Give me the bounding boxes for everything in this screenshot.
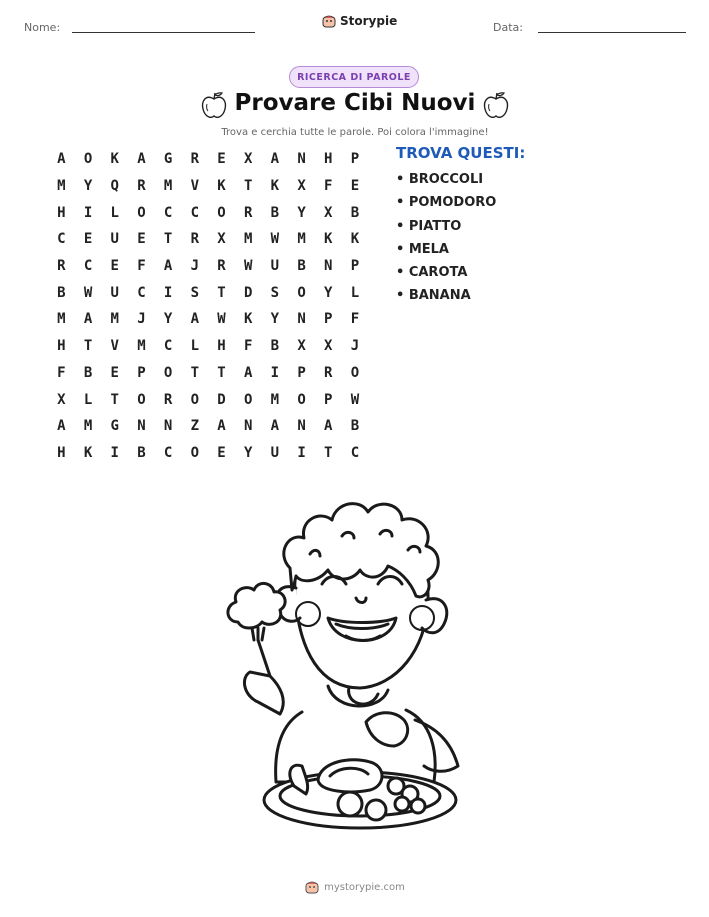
grid-cell[interactable]: Y (243, 444, 253, 461)
grid-cell[interactable]: X (243, 151, 253, 168)
grid-cell[interactable]: J (350, 338, 360, 355)
grid-cell[interactable]: M (57, 178, 66, 195)
grid-cell[interactable]: E (110, 364, 119, 381)
grid-cell[interactable]: A (163, 258, 173, 275)
grid-cell[interactable]: I (163, 284, 173, 301)
grid-cell[interactable]: R (163, 391, 173, 408)
grid-cell[interactable]: N (297, 418, 306, 435)
grid-cell[interactable]: H (324, 151, 333, 168)
grid-cell[interactable]: A (83, 311, 93, 328)
grid-cell[interactable]: B (137, 444, 146, 461)
word-list (396, 170, 496, 310)
grid-cell[interactable]: B (270, 338, 280, 355)
grid-cell[interactable]: G (110, 418, 119, 435)
grid-cell[interactable]: C (163, 338, 173, 355)
grid-cell[interactable]: S (190, 284, 199, 301)
grid-cell[interactable]: W (243, 258, 253, 275)
find-list-title: TROVA QUESTI: (396, 144, 526, 162)
boy-eating-illustration[interactable] (210, 490, 500, 835)
grid-cell[interactable]: O (83, 151, 93, 168)
grid-cell[interactable]: R (243, 204, 253, 221)
grid-cell[interactable]: K (110, 151, 119, 168)
grid-cell[interactable]: C (137, 284, 146, 301)
category-badge: RICERCA DI PAROLE (289, 66, 419, 88)
grid-cell[interactable]: T (243, 178, 253, 195)
page-title: Provare Cibi Nuovi (234, 90, 476, 116)
grid-cell[interactable]: S (270, 284, 280, 301)
grid-cell[interactable]: R (57, 258, 66, 275)
grid-cell[interactable]: P (297, 364, 306, 381)
grid-cell[interactable]: Y (324, 284, 333, 301)
grid-cell[interactable]: T (190, 364, 199, 381)
grid-cell[interactable]: Z (190, 418, 199, 435)
grid-cell[interactable]: A (57, 418, 66, 435)
grid-cell[interactable]: A (190, 311, 199, 328)
grid-cell[interactable]: B (270, 204, 280, 221)
grid-cell[interactable]: Q (110, 178, 119, 195)
grid-cell[interactable]: M (163, 178, 173, 195)
grid-cell[interactable]: H (57, 444, 66, 461)
grid-cell[interactable]: O (297, 391, 306, 408)
grid-cell[interactable]: F (243, 338, 253, 355)
grid-cell[interactable]: A (57, 151, 66, 168)
grid-cell[interactable]: N (137, 418, 146, 435)
grid-cell[interactable]: B (83, 364, 93, 381)
grid-cell[interactable]: T (324, 444, 333, 461)
grid-cell[interactable]: N (243, 418, 253, 435)
grid-cell[interactable]: H (57, 204, 66, 221)
grid-cell[interactable]: R (137, 178, 146, 195)
grid-cell[interactable]: W (83, 284, 93, 301)
grid-cell[interactable]: O (350, 364, 360, 381)
grid-cell[interactable]: F (324, 178, 333, 195)
grid-cell[interactable]: J (137, 311, 146, 328)
grid-cell[interactable]: W (350, 391, 360, 408)
word-item: • BROCCOLI (396, 172, 484, 187)
grid-cell[interactable]: X (217, 231, 226, 248)
grid-cell[interactable]: A (217, 418, 226, 435)
grid-cell[interactable]: P (137, 364, 146, 381)
apple-icon (482, 90, 510, 120)
grid-cell[interactable]: P (350, 151, 360, 168)
grid-cell[interactable]: O (243, 391, 253, 408)
storypie-logo-icon (305, 880, 319, 894)
grid-cell[interactable]: L (350, 284, 360, 301)
grid-cell[interactable]: C (190, 204, 199, 221)
grid-cell[interactable]: T (83, 338, 93, 355)
grid-cell[interactable]: L (190, 338, 199, 355)
grid-cell[interactable]: T (217, 284, 226, 301)
grid-cell[interactable]: D (243, 284, 253, 301)
grid-cell[interactable]: X (297, 178, 306, 195)
grid-cell[interactable]: A (270, 151, 280, 168)
grid-cell[interactable]: X (57, 391, 66, 408)
grid-cell[interactable]: U (110, 231, 119, 248)
grid-cell[interactable]: E (217, 444, 226, 461)
grid-cell[interactable]: T (217, 364, 226, 381)
grid-cell[interactable]: Y (270, 311, 280, 328)
word-item: • BANANA (396, 288, 471, 304)
grid-cell[interactable]: K (324, 231, 333, 248)
grid-cell[interactable]: O (137, 204, 146, 221)
grid-cell[interactable]: X (297, 338, 306, 355)
grid-cell[interactable]: J (190, 258, 199, 275)
grid-cell[interactable]: M (83, 418, 93, 435)
grid-cell[interactable]: K (217, 178, 226, 195)
grid-cell[interactable]: Y (163, 311, 173, 328)
grid-cell[interactable]: O (137, 391, 146, 408)
grid-cell[interactable]: A (137, 151, 146, 168)
grid-cell[interactable]: F (137, 258, 146, 275)
grid-cell[interactable]: I (110, 444, 119, 461)
grid-cell[interactable]: N (297, 151, 306, 168)
grid-cell[interactable]: M (137, 338, 146, 355)
grid-cell[interactable]: O (190, 391, 199, 408)
grid-cell[interactable]: R (217, 258, 226, 275)
grid-cell[interactable]: C (350, 444, 360, 461)
grid-cell[interactable]: M (110, 311, 119, 328)
grid-cell[interactable]: K (350, 231, 360, 248)
grid-cell[interactable]: B (57, 284, 66, 301)
grid-cell[interactable]: D (217, 391, 226, 408)
grid-cell[interactable]: B (350, 418, 360, 435)
footer-url[interactable]: mystorypie.com (324, 881, 405, 893)
word-item: • PIATTO (396, 218, 462, 234)
grid-cell[interactable]: C (57, 231, 66, 248)
grid-cell[interactable]: B (297, 258, 306, 275)
grid-cell[interactable]: F (350, 311, 360, 328)
grid-cell[interactable]: E (110, 258, 119, 275)
grid-cell[interactable]: Y (83, 178, 93, 195)
grid-cell[interactable]: A (270, 418, 280, 435)
grid-cell[interactable]: T (163, 231, 173, 248)
grid-cell[interactable]: U (270, 444, 280, 461)
grid-cell[interactable]: X (324, 338, 333, 355)
grid-cell[interactable]: U (270, 258, 280, 275)
grid-cell[interactable]: A (243, 364, 253, 381)
grid-cell[interactable]: U (110, 284, 119, 301)
grid-cell[interactable]: E (83, 231, 93, 248)
brand-name: Storypie (340, 14, 398, 28)
word-search-grid[interactable] (48, 146, 368, 466)
grid-cell[interactable]: T (110, 391, 119, 408)
instructions: Trova e cerchia tutte le parole. Poi colora l'immagine! (221, 127, 489, 138)
grid-cell[interactable]: M (270, 391, 280, 408)
grid-cell[interactable]: H (57, 338, 66, 355)
grid-cell[interactable]: K (83, 444, 93, 461)
grid-cell[interactable]: F (57, 364, 66, 381)
grid-cell[interactable]: N (163, 418, 173, 435)
grid-cell[interactable]: C (83, 258, 93, 275)
grid-cell[interactable]: M (297, 231, 306, 248)
grid-cell[interactable]: O (163, 364, 173, 381)
grid-cell[interactable]: R (190, 151, 199, 168)
grid-cell[interactable]: W (217, 311, 226, 328)
grid-cell[interactable]: V (190, 178, 199, 195)
grid-cell[interactable]: N (324, 258, 333, 275)
grid-cell[interactable]: O (217, 204, 226, 221)
word-item: • POMODORO (396, 195, 497, 211)
grid-cell[interactable]: N (297, 311, 306, 328)
grid-cell[interactable]: Y (297, 204, 306, 221)
word-item: • MELA (396, 241, 449, 257)
grid-cell[interactable]: P (350, 258, 360, 275)
grid-cell[interactable]: K (270, 178, 280, 195)
grid-cell[interactable]: C (163, 444, 173, 461)
date-label: Data: (493, 21, 523, 34)
grid-cell[interactable]: X (324, 204, 333, 221)
grid-cell[interactable]: E (137, 231, 146, 248)
grid-cell[interactable]: K (243, 311, 253, 328)
grid-cell[interactable]: B (350, 204, 360, 221)
grid-cell[interactable]: O (190, 444, 199, 461)
word-item: • CAROTA (396, 265, 468, 281)
storypie-logo-icon (322, 14, 336, 28)
grid-cell[interactable]: W (270, 231, 280, 248)
grid-cell[interactable]: I (83, 204, 93, 221)
grid-cell[interactable]: I (297, 444, 306, 461)
grid-cell[interactable]: R (324, 364, 333, 381)
grid-cell[interactable]: O (297, 284, 306, 301)
grid-cell[interactable]: P (324, 391, 333, 408)
grid-cell[interactable]: C (163, 204, 173, 221)
name-line[interactable] (72, 32, 255, 33)
grid-cell[interactable]: E (350, 178, 360, 195)
brand (322, 14, 397, 28)
grid-cell[interactable]: A (324, 418, 333, 435)
grid-cell[interactable]: M (57, 311, 66, 328)
grid-cell[interactable]: R (190, 231, 199, 248)
name-label: Nome: (24, 21, 61, 34)
grid-cell[interactable]: M (243, 231, 253, 248)
footer[interactable] (300, 880, 410, 894)
date-line[interactable] (538, 32, 686, 33)
grid-cell[interactable]: P (324, 311, 333, 328)
grid-cell[interactable]: I (270, 364, 280, 381)
grid-cell[interactable]: L (83, 391, 93, 408)
grid-cell[interactable]: L (110, 204, 119, 221)
grid-cell[interactable]: E (217, 151, 226, 168)
grid-cell[interactable]: H (217, 338, 226, 355)
grid-cell[interactable]: V (110, 338, 119, 355)
grid-cell[interactable]: G (163, 151, 173, 168)
